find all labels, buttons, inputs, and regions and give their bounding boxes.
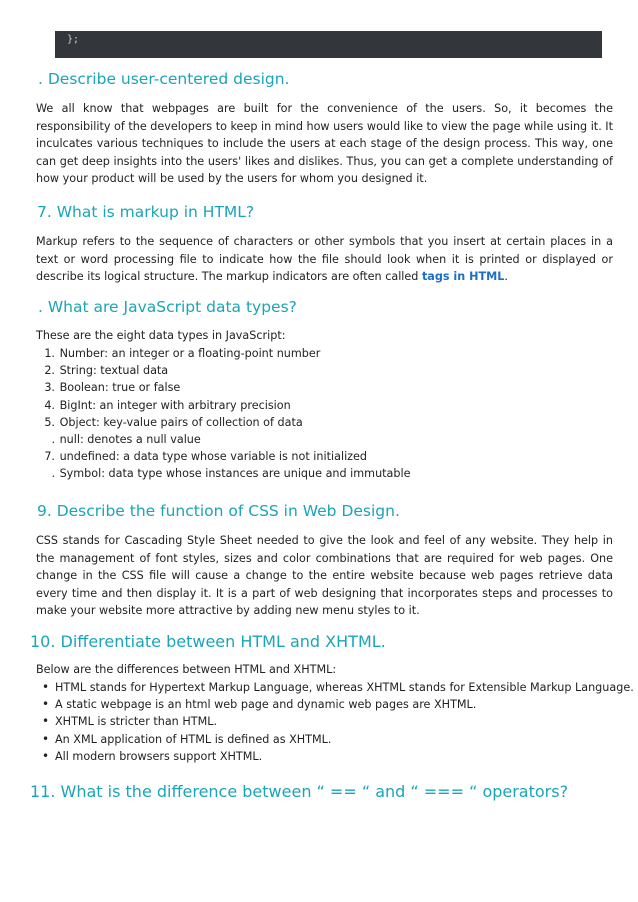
list-item: 5. Object: key-value pairs of collection of data [44,415,303,429]
heading-html-vs-xhtml: 10. Differentiate between HTML and XHTML. [30,632,386,651]
list-item: 4. BigInt: an integer with arbitrary precision [44,398,291,412]
html-vs-xhtml-intro: Below are the differences between HTML and XHTML: [36,663,337,676]
bullet-icon: • [41,697,50,712]
markup-text-after: . [504,270,508,283]
list-item: • An XML application of HTML is defined as XHTML. [36,731,634,748]
js-data-types-list [36,345,411,483]
code-snippet [55,31,602,58]
js-data-types-intro: These are the eight data types in JavaScript: [36,329,286,342]
list-item: • A static webpage is an html web page and dynamic web pages are XHTML. [36,696,634,713]
list-item: . Symbol: data type whose instances are unique and immutable [51,467,411,481]
bullet-icon: • [41,748,50,763]
list-item: • HTML stands for Hypertext Markup Language, whereas XHTML stands for Extensible Markup Language. [36,679,634,696]
paragraph-markup-html [36,233,613,286]
html-vs-xhtml-list [36,679,634,765]
heading-equality-operators: 11. What is the difference between “ == “ and “ === “ operators? [30,782,569,801]
bullet-icon: • [41,680,50,694]
heading-markup-html: 7. What is markup in HTML? [37,203,255,221]
code-line: }; [67,34,80,45]
list-item: 1. Number: an integer or a floating-point number [44,347,321,360]
heading-js-data-types: . What are JavaScript data types? [38,298,297,316]
heading-user-centered-design: . Describe user-centered design. [38,70,290,88]
list-item: 3. Boolean: true or false [44,381,181,395]
bullet-icon: • [41,731,50,746]
list-item: • XHTML is stricter than HTML. [36,713,634,730]
markup-text-before: Markup refers to the sequence of characters or other symbols that you insert at certain places in a text or word processing file to indicate how the file should look when it is printed or displayed or describe its logical structure. The markup indicators are often called [36,235,613,283]
list-item: 7. undefined: a data type whose variable is not initialized [44,450,368,464]
list-item: • All modern browsers support XHTML. [36,748,634,765]
bullet-icon: • [41,714,50,729]
list-item: 2. String: textual data [44,364,169,378]
paragraph-user-centered-design: We all know that webpages are built for the convenience of the users. So, it becomes the responsibility of the developers to keep in mind how users would like to view the page while using it. It inculcates various techniques to include the users at each stage of the design process. This way, one can get deep insights into the users' likes and dislikes. Thus, you can get a complete understanding of how your product will be used by the users for whom you designed it. [36,102,613,185]
list-item: . null: denotes a null value [51,432,201,446]
paragraph-css-web-design: CSS stands for Cascading Style Sheet needed to give the look and feel of any website. They help in the management of font styles, sizes and color combinations that are required for web pages. One change in the CSS file will cause a change to the entire website because web pages retrieve data every time and then display it. It is a part of web designing that incorporates steps and processes to make your website more attractive by adding new menu styles to it. [36,534,613,617]
heading-css-web-design: 9. Describe the function of CSS in Web Design. [37,502,400,520]
tags-in-html-link[interactable]: tags in HTML [421,270,505,283]
